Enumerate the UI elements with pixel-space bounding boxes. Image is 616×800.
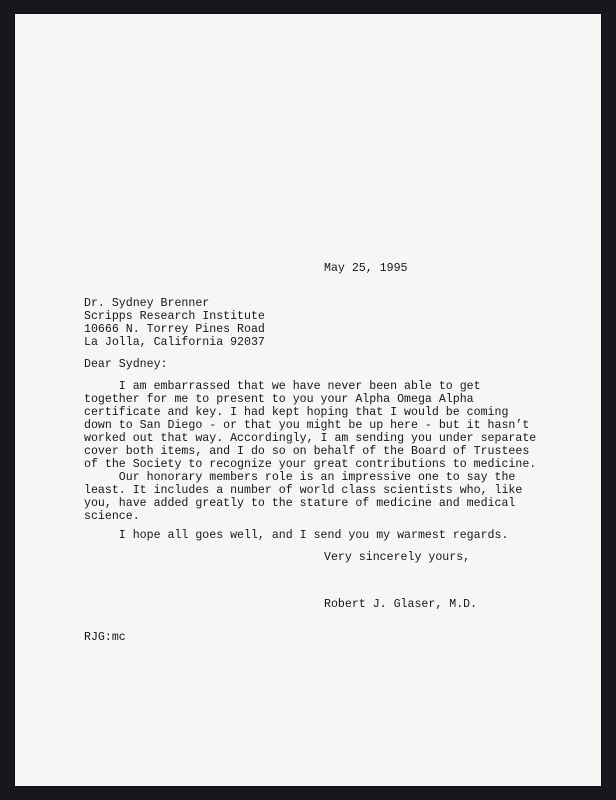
address-line: Scripps Research Institute	[84, 310, 265, 323]
body-paragraph-1	[84, 380, 536, 471]
recipient-address	[84, 297, 265, 349]
paragraph-line: together for me to present to you your Alpha Omega Alpha	[84, 393, 474, 406]
paragraph-line: down to San Diego - or that you might be up here - but it hasn’t	[84, 419, 530, 432]
body-paragraph-3	[84, 529, 508, 542]
paragraph-line: you, have added greatly to the stature of medicine and medical	[84, 497, 516, 510]
letter-page	[15, 14, 601, 786]
paragraph-line: I hope all goes well, and I send you my warmest regards.	[84, 529, 509, 542]
address-line: 10666 N. Torrey Pines Road	[84, 323, 265, 336]
paragraph-line: certificate and key. I had kept hoping that I would be coming	[84, 406, 509, 419]
salutation: Dear Sydney:	[84, 358, 168, 371]
signature-block: Robert J. Glaser, M.D.	[324, 598, 478, 611]
paragraph-line: least. It includes a number of world class scientists who, like	[84, 484, 523, 497]
paragraph-line: of the Society to recognize your great contributions to medicine.	[84, 458, 537, 471]
address-line: La Jolla, California 92037	[84, 336, 265, 349]
address-line: Dr. Sydney Brenner	[84, 297, 210, 310]
body-paragraph-2	[84, 471, 522, 523]
complimentary-close: Very sincerely yours,	[324, 551, 471, 564]
letter-date: May 25, 1995	[324, 262, 408, 275]
paragraph-line: I am embarrassed that we have never been able to get	[84, 380, 481, 393]
paragraph-line: worked out that way. Accordingly, I am sending you under separate	[84, 432, 537, 445]
paragraph-line: Our honorary members role is an impressive one to say the	[84, 471, 516, 484]
reference-initials: RJG:mc	[84, 631, 126, 644]
paragraph-line: science.	[84, 510, 140, 523]
paragraph-line: cover both items, and I do so on behalf of the Board of Trustees	[84, 445, 530, 458]
